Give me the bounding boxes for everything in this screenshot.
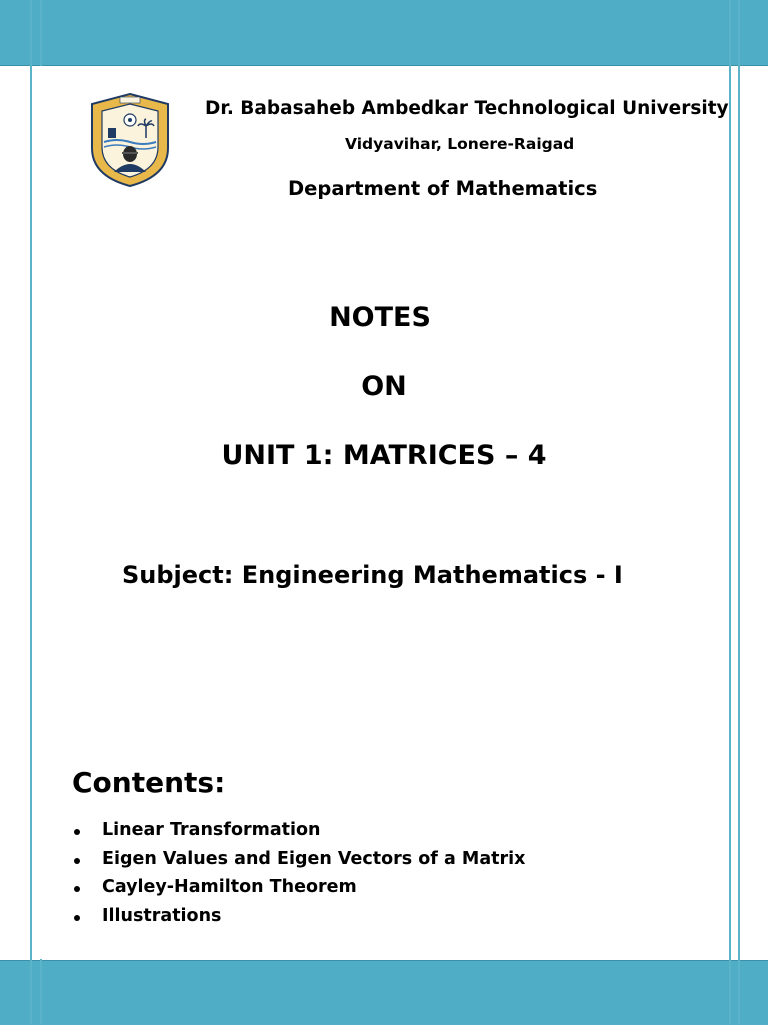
contents-heading: Contents:	[72, 766, 226, 799]
title-notes: NOTES	[329, 302, 431, 333]
list-item	[72, 877, 525, 906]
title-on: ON	[361, 371, 407, 402]
university-name: Dr. Babasaheb Ambedkar Technological University	[205, 98, 729, 119]
department-name: Department of Mathematics	[288, 177, 598, 200]
list-item-label: Illustrations	[102, 905, 222, 926]
list-item-label: Eigen Values and Eigen Vectors of a Matrix	[102, 848, 526, 869]
list-item	[72, 820, 525, 849]
bullet-icon	[74, 858, 80, 864]
title-unit: UNIT 1: MATRICES – 4	[221, 440, 547, 471]
subject-line: Subject: Engineering Mathematics - I	[122, 561, 623, 589]
list-item	[72, 906, 525, 935]
list-item-label: Cayley-Hamilton Theorem	[102, 877, 357, 897]
university-location: Vidyavihar, Lonere-Raigad	[345, 135, 575, 153]
bottom-band	[0, 960, 768, 1025]
right-border-line	[738, 0, 740, 1024]
left-border-line	[30, 0, 32, 1024]
bullet-icon	[74, 886, 80, 892]
university-seal-icon	[88, 92, 172, 188]
list-item-label: Linear Transformation	[102, 820, 321, 840]
bullet-icon	[74, 915, 80, 921]
list-item	[72, 849, 525, 878]
right-border-line-inner	[729, 0, 731, 1024]
bullet-icon	[74, 829, 80, 835]
contents-list	[72, 820, 525, 934]
top-band	[0, 0, 768, 66]
